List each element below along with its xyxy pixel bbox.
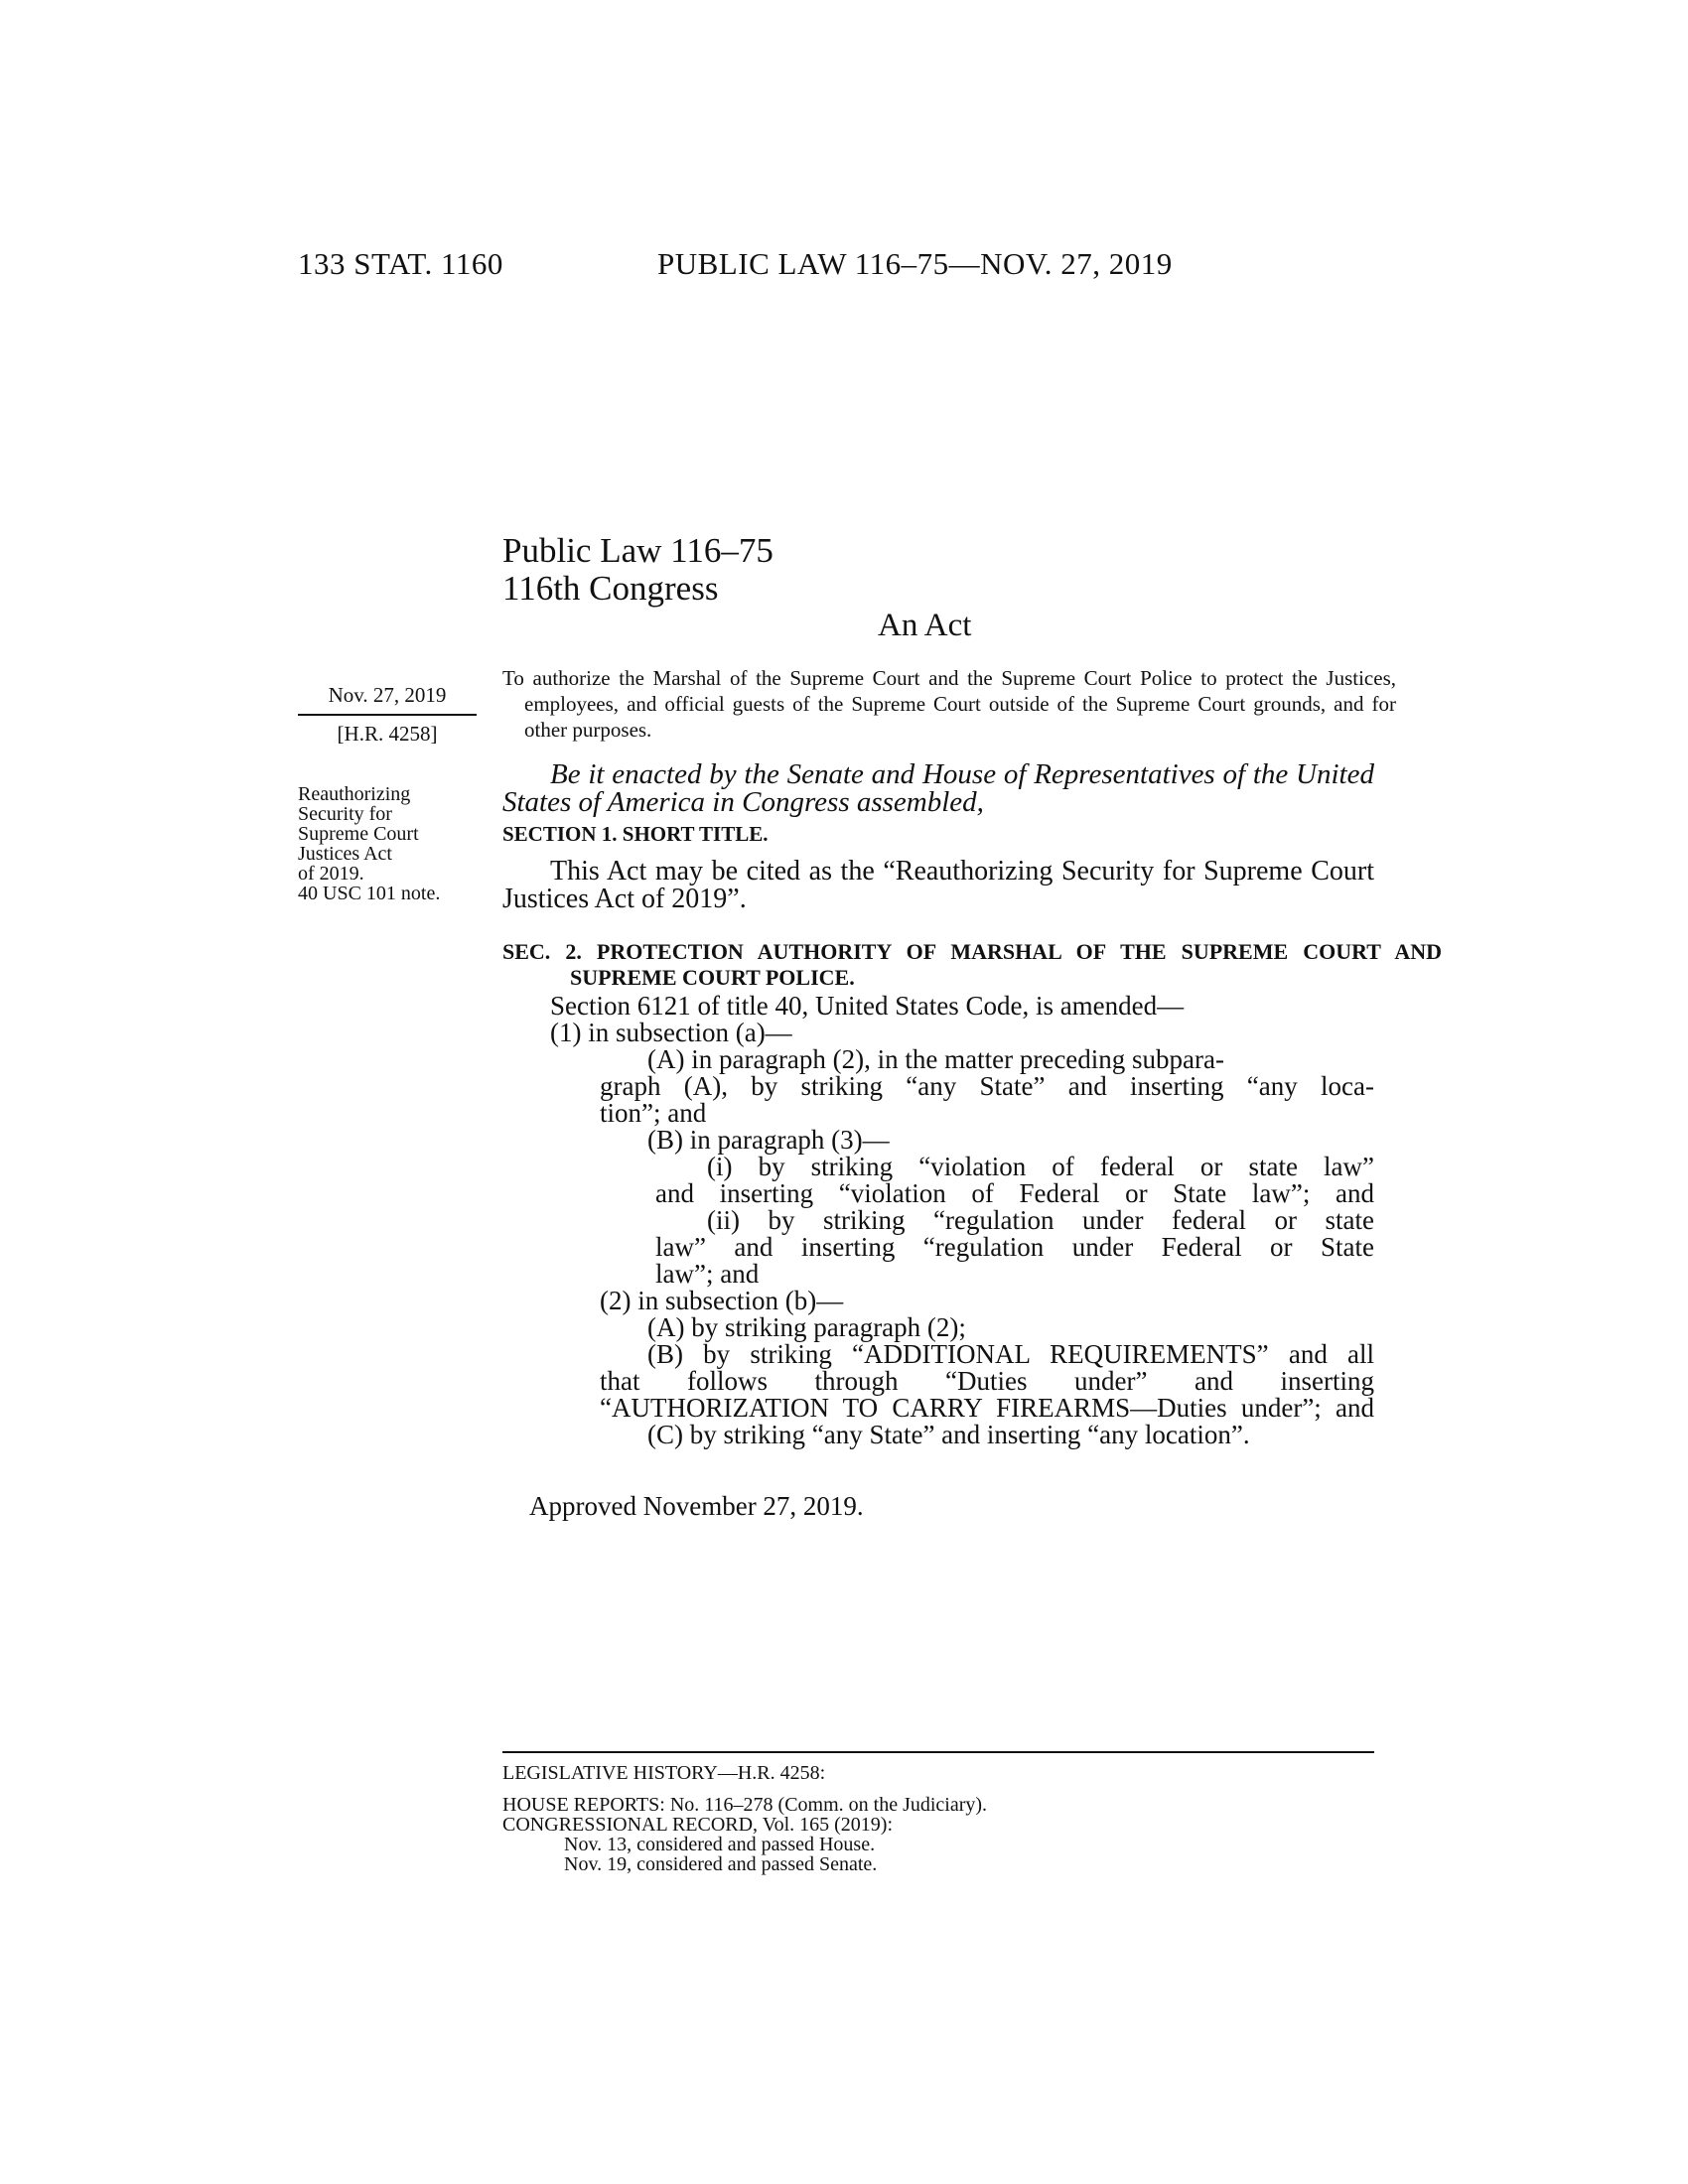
history-entry: Nov. 13, considered and passed House.: [564, 1834, 876, 1855]
stat-page-number: 133 STAT. 1160: [298, 246, 503, 281]
act-title: An Act: [878, 608, 972, 643]
enacting-clause: Be it enacted by the Senate and House of Representatives of the United States of America in Congress assembled,: [502, 758, 1374, 818]
amendment-line: and inserting “violation of Federal or State law”; and: [655, 1178, 1374, 1208]
approval-date: Approved November 27, 2019.: [529, 1491, 864, 1521]
margin-note-line: Security for: [298, 803, 392, 825]
amendment-line: that follows through “Duties under” and inserting: [600, 1366, 1374, 1396]
margin-date: Nov. 27, 2019: [328, 683, 447, 707]
margin-note-line: Supreme Court: [298, 823, 419, 845]
amendment-line: (A) in paragraph (2), in the matter preceding subpara-: [647, 1044, 1225, 1074]
section-1-heading: SECTION 1. SHORT TITLE.: [502, 822, 769, 846]
margin-note-line: Justices Act: [298, 843, 392, 865]
section-1-text: This Act may be cited as the “Reauthorizing Security for Supreme Court Justices Act of 2019”.: [502, 856, 1374, 914]
act-purpose: To authorize the Marshal of the Supreme Court and the Supreme Court Police to protect the Justices, employees, and official guests of the Supreme Court outside of the Supreme Court grounds, and for other purposes.: [502, 666, 1396, 742]
amendment-line: (B) by striking “ADDITIONAL REQUIREMENTS” and all: [647, 1339, 1374, 1369]
margin-note-line: of 2019.: [298, 863, 364, 885]
congressional-record: CONGRESSIONAL RECORD, Vol. 165 (2019):: [502, 1814, 893, 1836]
amendment-line: “AUTHORIZATION TO CARRY FIREARMS—Duties under”; and: [600, 1393, 1374, 1423]
public-law-number: Public Law 116–75: [502, 531, 774, 570]
amendment-line: law”; and: [655, 1259, 760, 1289]
margin-note-line: 40 USC 101 note.: [298, 883, 441, 904]
amendment-line: (B) in paragraph (3)—: [647, 1125, 890, 1155]
section-2-heading: SEC. 2. PROTECTION AUTHORITY OF MARSHAL OF THE SUPREME COURT AND SUPREME COURT POLICE.: [502, 939, 1442, 990]
amendment-line: (i) by striking “violation of federal or state law”: [707, 1152, 1374, 1181]
margin-note-line: Reauthorizing: [298, 783, 411, 805]
amendment-line: law” and inserting “regulation under Federal or State: [655, 1232, 1374, 1262]
amendment-line: graph (A), by striking “any State” and inserting “any loca-: [600, 1071, 1374, 1101]
margin-rule: [298, 714, 477, 716]
house-reports: HOUSE REPORTS: No. 116–278 (Comm. on the Judiciary).: [502, 1794, 988, 1816]
legislative-history-title: LEGISLATIVE HISTORY—H.R. 4258:: [502, 1762, 826, 1784]
amendment-line: Section 6121 of title 40, United States Code, is amended—: [550, 991, 1185, 1021]
amendment-line: (A) by striking paragraph (2);: [647, 1312, 966, 1342]
amendment-line: tion”; and: [600, 1098, 707, 1128]
congress-label: 116th Congress: [502, 569, 719, 608]
margin-date-block: [298, 683, 477, 747]
margin-bill-number: [H.R. 4258]: [337, 722, 438, 746]
amendment-line: (ii) by striking “regulation under federal or state: [707, 1205, 1374, 1235]
footnote-rule: [502, 1751, 1374, 1753]
running-title: PUBLIC LAW 116–75—NOV. 27, 2019: [657, 246, 1173, 281]
amendment-line: (1) in subsection (a)—: [550, 1018, 792, 1047]
amendment-line: (C) by striking “any State” and inserting “any location”.: [647, 1420, 1250, 1449]
amendment-line: (2) in subsection (b)—: [600, 1286, 844, 1315]
margin-short-title-note: [298, 784, 477, 903]
history-entry: Nov. 19, considered and passed Senate.: [564, 1853, 878, 1875]
